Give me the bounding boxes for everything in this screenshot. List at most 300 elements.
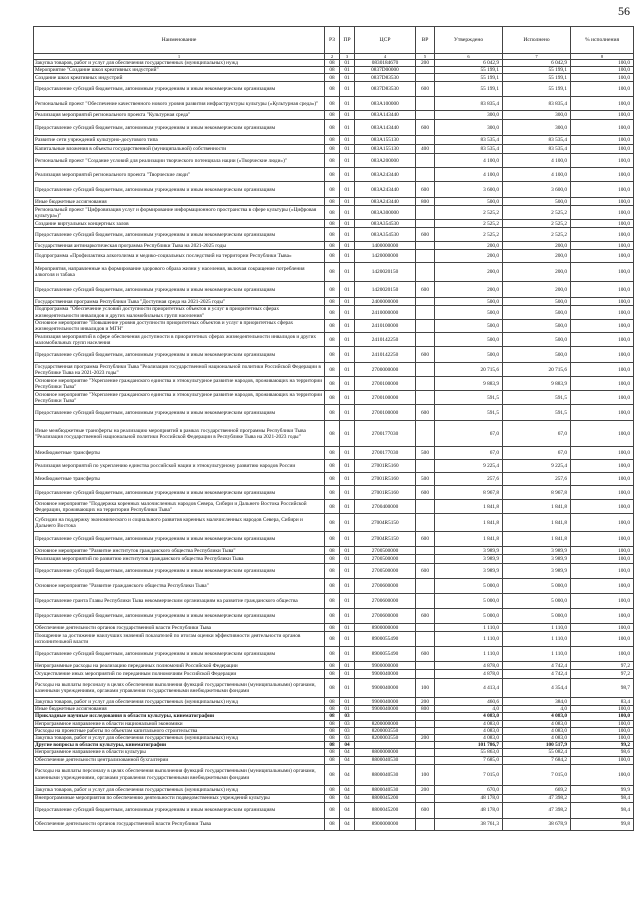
row-name: Межбюджетные трансферты xyxy=(34,473,325,486)
table-row xyxy=(34,698,634,706)
row-pr: 01 xyxy=(340,632,355,647)
row-name: Государственная программа Республики Тыва "Доступная среда на 2021-2025 годы" xyxy=(34,298,325,306)
row-percent: 100,0 xyxy=(571,82,634,97)
row-rz: 08 xyxy=(325,532,340,547)
row-csr: 8800045200 xyxy=(355,794,416,802)
table-row xyxy=(34,60,634,67)
row-percent: 100,0 xyxy=(571,624,634,632)
row-rz: 08 xyxy=(325,298,340,306)
row-vr: 800 xyxy=(416,198,435,206)
row-csr: 1420020150 xyxy=(355,263,416,282)
col-number: 5 xyxy=(416,54,435,60)
row-name: Иные бюджетные ассигнования xyxy=(34,198,325,206)
row-pr: 01 xyxy=(340,182,355,198)
row-name: Обеспечение деятельности органов государственной власти Республики Тыва xyxy=(34,624,325,632)
row-vr: 200 xyxy=(416,785,435,794)
row-executed: 4 100,0 xyxy=(503,154,571,168)
row-percent: 100,0 xyxy=(571,632,634,647)
row-csr: 27001R5160 xyxy=(355,460,416,473)
row-rz: 08 xyxy=(325,306,340,319)
row-pr: 01 xyxy=(340,97,355,111)
row-executed: 3 989,9 xyxy=(503,555,571,564)
row-approved: 83 535,4 xyxy=(435,145,503,154)
row-name: Закупка товаров, работ и услуг для обеспечения государственных (муниципальных) нужд xyxy=(34,785,325,794)
row-percent: 99,2 xyxy=(571,742,634,749)
row-approved: 200,0 xyxy=(435,282,503,298)
row-rz: 08 xyxy=(325,111,340,120)
row-executed: 500,0 xyxy=(503,347,571,363)
row-approved: 500,0 xyxy=(435,298,503,306)
row-csr: 2700177030 xyxy=(355,421,416,447)
table-row xyxy=(34,182,634,198)
row-percent: 97,2 xyxy=(571,662,634,670)
row-executed: 5 000,0 xyxy=(503,579,571,594)
row-rz: 08 xyxy=(325,220,340,228)
row-rz: 08 xyxy=(325,514,340,532)
row-pr: 01 xyxy=(340,647,355,662)
row-name: Предоставление гранта Главы Республики Тыва некоммерческим организациям на развитие гражданского общества xyxy=(34,594,325,609)
row-pr: 01 xyxy=(340,594,355,609)
header-rz: РЗ xyxy=(325,27,340,54)
row-rz: 08 xyxy=(325,579,340,594)
row-rz: 08 xyxy=(325,333,340,347)
row-vr xyxy=(416,242,435,250)
row-csr: 9900040000 xyxy=(355,670,416,679)
row-percent: 100,0 xyxy=(571,756,634,764)
row-csr: 1420020150 xyxy=(355,282,416,298)
row-csr: 27001R5160 xyxy=(355,486,416,500)
row-name: Обеспечение деятельности централизованной бухгалтерии xyxy=(34,756,325,764)
row-rz: 08 xyxy=(325,168,340,182)
table-row xyxy=(34,500,634,514)
row-percent: 98,4 xyxy=(571,794,634,802)
row-vr xyxy=(416,460,435,473)
row-approved: 55 199,1 xyxy=(435,74,503,82)
row-approved: 500,0 xyxy=(435,306,503,319)
row-approved: 4 083,0 xyxy=(435,720,503,727)
row-vr xyxy=(416,421,435,447)
row-csr: 0830184670 xyxy=(355,60,416,67)
row-approved: 6 042,9 xyxy=(435,60,503,67)
row-percent: 100,0 xyxy=(571,447,634,460)
row-name: Реализация мероприятий регионального проекта "Культурная среда" xyxy=(34,111,325,120)
row-rz: 08 xyxy=(325,764,340,785)
header-vr: ВР xyxy=(416,27,435,54)
row-executed: 200,0 xyxy=(503,282,571,298)
row-name: Мероприятие "Создание школ креативных индустрий" xyxy=(34,67,325,74)
row-rz: 08 xyxy=(325,486,340,500)
table-row xyxy=(34,624,634,632)
row-approved: 20 715,6 xyxy=(435,363,503,377)
row-pr: 01 xyxy=(340,609,355,624)
row-csr: 2700600000 xyxy=(355,579,416,594)
row-percent: 99,9 xyxy=(571,785,634,794)
row-percent: 100,0 xyxy=(571,706,634,713)
row-vr xyxy=(416,579,435,594)
row-approved: 4 083,0 xyxy=(435,713,503,720)
row-vr xyxy=(416,391,435,405)
row-approved: 300,0 xyxy=(435,111,503,120)
row-percent: 100,0 xyxy=(571,735,634,742)
row-name: Государственная программа Республики Тыва "Реализация государственной национальной политики Российской Федерации в Республике Тыва на 2021-2023 годы" xyxy=(34,363,325,377)
row-percent: 98,6 xyxy=(571,749,634,756)
row-pr: 01 xyxy=(340,486,355,500)
row-rz: 08 xyxy=(325,698,340,706)
row-approved: 5 000,0 xyxy=(435,579,503,594)
row-executed: 1 841,8 xyxy=(503,514,571,532)
row-executed: 38 678,9 xyxy=(503,818,571,830)
row-rz: 08 xyxy=(325,282,340,298)
row-csr: 2700177030 xyxy=(355,447,416,460)
row-name: Закупка товаров, работ и услуг для обеспечения государственных (муниципальных) нужд xyxy=(34,698,325,706)
row-executed: 4 100,0 xyxy=(503,168,571,182)
row-approved: 3 600,0 xyxy=(435,182,503,198)
table-row xyxy=(34,473,634,486)
row-percent: 100,0 xyxy=(571,555,634,564)
row-executed: 67,0 xyxy=(503,447,571,460)
row-rz: 08 xyxy=(325,742,340,749)
row-vr: 200 xyxy=(416,735,435,742)
row-vr xyxy=(416,333,435,347)
row-percent: 83,4 xyxy=(571,698,634,706)
table-row xyxy=(34,514,634,532)
row-rz: 08 xyxy=(325,67,340,74)
row-name: Иные межбюджетные трансферты на реализацию мероприятий в рамках государственной программы Республики Тыва "Реализация государственной национальной политики Российской Федерации в Республике Тыва на 2021-2023 годы" xyxy=(34,421,325,447)
row-pr: 03 xyxy=(340,727,355,734)
row-executed: 4 083,0 xyxy=(503,727,571,734)
table-row xyxy=(34,250,634,263)
row-vr xyxy=(416,624,435,632)
row-approved: 500,0 xyxy=(435,198,503,206)
row-vr: 200 xyxy=(416,698,435,706)
row-executed: 6 042,9 xyxy=(503,60,571,67)
table-row xyxy=(34,555,634,564)
row-rz: 08 xyxy=(325,647,340,662)
row-pr: 03 xyxy=(340,720,355,727)
row-percent: 100,0 xyxy=(571,60,634,67)
row-percent: 100,0 xyxy=(571,168,634,182)
table-row xyxy=(34,136,634,145)
row-rz: 08 xyxy=(325,405,340,421)
row-rz: 08 xyxy=(325,564,340,579)
row-name: Предоставление субсидий бюджетным, автономным учреждениям и иным некоммерческим организациям xyxy=(34,120,325,136)
row-approved: 4 878,0 xyxy=(435,670,503,679)
row-approved: 55 863,0 xyxy=(435,749,503,756)
row-name: Капитальные вложения в объекты государственной (муниципальной) собственности xyxy=(34,145,325,154)
row-pr: 01 xyxy=(340,298,355,306)
row-rz: 08 xyxy=(325,818,340,830)
row-approved: 4,0 xyxy=(435,706,503,713)
table-row xyxy=(34,228,634,242)
row-approved: 500,0 xyxy=(435,347,503,363)
row-vr xyxy=(416,547,435,555)
row-rz: 08 xyxy=(325,82,340,97)
header-name: Наименование xyxy=(34,27,325,54)
row-name: Межбюджетные трансферты xyxy=(34,447,325,460)
row-percent: 100,0 xyxy=(571,242,634,250)
table-row xyxy=(34,720,634,727)
row-name: Предоставление субсидий бюджетным, автономным учреждениям и иным некоммерческим организациям xyxy=(34,486,325,500)
row-pr: 01 xyxy=(340,82,355,97)
row-executed: 300,0 xyxy=(503,111,571,120)
table-row xyxy=(34,363,634,377)
table-row xyxy=(34,333,634,347)
row-approved: 2 525,2 xyxy=(435,228,503,242)
row-rz: 08 xyxy=(325,154,340,168)
row-vr: 600 xyxy=(416,486,435,500)
row-vr xyxy=(416,250,435,263)
col-number: 7 xyxy=(503,54,571,60)
row-approved: 101 786,7 xyxy=(435,742,503,749)
row-approved: 670,0 xyxy=(435,785,503,794)
row-approved: 1 841,8 xyxy=(435,532,503,547)
row-csr: 9900040000 xyxy=(355,706,416,713)
row-approved: 2 525,2 xyxy=(435,206,503,220)
row-percent: 100,0 xyxy=(571,74,634,82)
row-approved: 8 967,8 xyxy=(435,486,503,500)
row-executed: 200,0 xyxy=(503,242,571,250)
row-name: Подпрограмма «Профилактика алкоголизма и медико-социальных последствий на территории Республики Тыва» xyxy=(34,250,325,263)
row-pr: 01 xyxy=(340,136,355,145)
row-csr: 27001R5160 xyxy=(355,473,416,486)
row-executed: 591,5 xyxy=(503,391,571,405)
table-row xyxy=(34,594,634,609)
row-percent: 99,8 xyxy=(571,818,634,830)
row-percent: 100,0 xyxy=(571,120,634,136)
table-row xyxy=(34,735,634,742)
row-rz: 08 xyxy=(325,735,340,742)
header-row xyxy=(34,27,634,54)
row-executed: 4 354,4 xyxy=(503,679,571,698)
row-percent: 100,0 xyxy=(571,579,634,594)
row-rz: 08 xyxy=(325,713,340,720)
row-rz: 08 xyxy=(325,136,340,145)
table-row xyxy=(34,706,634,713)
row-vr: 600 xyxy=(416,802,435,818)
row-approved: 591,5 xyxy=(435,391,503,405)
row-percent: 100,0 xyxy=(571,319,634,332)
row-pr: 01 xyxy=(340,74,355,82)
row-name: Мероприятия, направленные на формирование здорового образа жизни у населения, включая сокращение потребления алкоголя и табака xyxy=(34,263,325,282)
row-pr: 01 xyxy=(340,670,355,679)
row-percent: 100,0 xyxy=(571,182,634,198)
row-name: Предоставление субсидий бюджетным, автономным учреждениям и иным некоммерческим организациям xyxy=(34,405,325,421)
col-number: 3 xyxy=(340,54,355,60)
table-row xyxy=(34,405,634,421)
row-rz: 08 xyxy=(325,749,340,756)
row-rz: 08 xyxy=(325,182,340,198)
row-approved: 591,5 xyxy=(435,405,503,421)
row-approved: 300,0 xyxy=(435,120,503,136)
row-vr xyxy=(416,111,435,120)
row-approved: 67,0 xyxy=(435,421,503,447)
table-row xyxy=(34,679,634,698)
row-executed: 9 883,9 xyxy=(503,377,571,391)
row-pr: 01 xyxy=(340,198,355,206)
row-rz: 08 xyxy=(325,363,340,377)
row-executed: 500,0 xyxy=(503,319,571,332)
row-executed: 9 225,4 xyxy=(503,460,571,473)
row-percent: 100,0 xyxy=(571,500,634,514)
row-csr: 1420000000 xyxy=(355,250,416,263)
table-row xyxy=(34,154,634,168)
row-vr xyxy=(416,632,435,647)
row-approved: 1 110,0 xyxy=(435,632,503,647)
row-percent: 100,0 xyxy=(571,333,634,347)
table-row xyxy=(34,756,634,764)
row-pr: 01 xyxy=(340,377,355,391)
row-percent: 100,0 xyxy=(571,473,634,486)
row-vr xyxy=(416,742,435,749)
row-name: Реализация мероприятий по развитию институтов гражданского общества Республики Тыва xyxy=(34,555,325,564)
row-vr xyxy=(416,727,435,734)
row-pr: 01 xyxy=(340,206,355,220)
row-executed: 500,0 xyxy=(503,198,571,206)
row-pr: 01 xyxy=(340,154,355,168)
row-vr: 400 xyxy=(416,145,435,154)
row-rz: 08 xyxy=(325,609,340,624)
row-pr: 01 xyxy=(340,532,355,547)
row-rz: 08 xyxy=(325,228,340,242)
row-executed: 4 742,4 xyxy=(503,662,571,670)
row-csr: 8900055490 xyxy=(355,632,416,647)
table-row xyxy=(34,347,634,363)
row-percent: 98,7 xyxy=(571,679,634,698)
table-row xyxy=(34,609,634,624)
row-vr xyxy=(416,363,435,377)
row-name: Реализация мероприятий регионального проекта "Творческие люди" xyxy=(34,168,325,182)
row-name: Создание школ креативных индустрий xyxy=(34,74,325,82)
table-row xyxy=(34,632,634,647)
table-row xyxy=(34,377,634,391)
row-percent: 98,4 xyxy=(571,802,634,818)
row-rz: 08 xyxy=(325,555,340,564)
row-pr: 01 xyxy=(340,405,355,421)
row-percent: 100,0 xyxy=(571,713,634,720)
row-executed: 1 110,0 xyxy=(503,624,571,632)
row-rz: 08 xyxy=(325,706,340,713)
table-row xyxy=(34,486,634,500)
table-row xyxy=(34,319,634,332)
row-csr: 2410142250 xyxy=(355,333,416,347)
header-csr: ЦСР xyxy=(355,27,416,54)
row-rz: 08 xyxy=(325,727,340,734)
row-pr: 01 xyxy=(340,624,355,632)
row-percent: 100,0 xyxy=(571,405,634,421)
row-name: Основное мероприятие "Поддержка коренных малочисленных народов Севера, Сибири и Дальнего Востока Российской Федерации, проживающих на территории Республики Тыва" xyxy=(34,500,325,514)
row-csr: 2700100000 xyxy=(355,377,416,391)
row-approved: 1 841,8 xyxy=(435,500,503,514)
row-name: Предоставление субсидий бюджетным, автономным учреждениям и иным некоммерческим организациям xyxy=(34,802,325,818)
row-rz: 08 xyxy=(325,198,340,206)
row-pr: 01 xyxy=(340,263,355,282)
row-executed: 55 199,1 xyxy=(503,74,571,82)
row-pr: 01 xyxy=(340,363,355,377)
row-vr xyxy=(416,74,435,82)
table-row xyxy=(34,547,634,555)
row-approved: 83 535,4 xyxy=(435,136,503,145)
row-percent: 100,0 xyxy=(571,514,634,532)
row-executed: 4 083,0 xyxy=(503,713,571,720)
row-percent: 100,0 xyxy=(571,306,634,319)
header-approved: Утверждено xyxy=(435,27,503,54)
row-approved: 1 110,0 xyxy=(435,624,503,632)
row-percent: 100,0 xyxy=(571,250,634,263)
row-approved: 500,0 xyxy=(435,333,503,347)
row-executed: 100 517,9 xyxy=(503,742,571,749)
row-executed: 4 083,0 xyxy=(503,720,571,727)
row-csr: 2410000000 xyxy=(355,306,416,319)
row-name: Расходы на выплаты персоналу в целях обеспечения выполнения функций государственными (муниципальными) органами, казенными учреждениями, органами управления государственными внебюджетными фондами xyxy=(34,764,325,785)
col-number: 2 xyxy=(325,54,340,60)
row-executed: 8 967,8 xyxy=(503,486,571,500)
row-name: Реализация мероприятий в сфере обеспечения доступности в приоритетных сферах жизнедеятельности инвалидов и других маломобильных групп населения xyxy=(34,333,325,347)
row-pr: 01 xyxy=(340,347,355,363)
row-csr: 8900055490 xyxy=(355,647,416,662)
row-rz: 08 xyxy=(325,263,340,282)
row-approved: 3 989,9 xyxy=(435,555,503,564)
row-csr: 083A354530 xyxy=(355,220,416,228)
row-approved: 55 199,1 xyxy=(435,67,503,74)
table-row xyxy=(34,713,634,720)
row-percent: 100,0 xyxy=(571,460,634,473)
row-approved: 1 841,8 xyxy=(435,514,503,532)
row-name: Поощрение за достижение наилучших значений показателей по итогам оценки эффективности деятельности органов исполнительной власти xyxy=(34,632,325,647)
row-vr: 600 xyxy=(416,347,435,363)
row-pr: 01 xyxy=(340,60,355,67)
row-approved: 38 761,3 xyxy=(435,818,503,830)
row-vr xyxy=(416,555,435,564)
row-percent: 100,0 xyxy=(571,347,634,363)
row-percent: 100,0 xyxy=(571,198,634,206)
row-name: Предоставление субсидий бюджетным, автономным учреждениям и иным некоммерческим организациям xyxy=(34,228,325,242)
row-name: Внепрограммные мероприятия по обеспечению деятельности подведомственных учреждений культуры xyxy=(34,794,325,802)
row-approved: 83 835,4 xyxy=(435,97,503,111)
row-csr: 083A354530 xyxy=(355,228,416,242)
row-vr: 600 xyxy=(416,564,435,579)
row-percent: 100,0 xyxy=(571,421,634,447)
row-rz: 08 xyxy=(325,802,340,818)
row-vr xyxy=(416,136,435,145)
row-rz: 08 xyxy=(325,377,340,391)
row-csr: 2700000000 xyxy=(355,363,416,377)
row-rz: 08 xyxy=(325,347,340,363)
row-approved: 48 178,0 xyxy=(435,794,503,802)
row-percent: 100,0 xyxy=(571,609,634,624)
table-row xyxy=(34,306,634,319)
row-vr xyxy=(416,97,435,111)
table-row xyxy=(34,647,634,662)
row-vr: 100 xyxy=(416,679,435,698)
row-csr: 8800040530 xyxy=(355,764,416,785)
row-percent: 100,0 xyxy=(571,727,634,734)
row-vr: 500 xyxy=(416,447,435,460)
row-executed: 591,5 xyxy=(503,405,571,421)
row-rz: 08 xyxy=(325,500,340,514)
row-pr: 01 xyxy=(340,679,355,698)
table-row xyxy=(34,242,634,250)
row-csr: 8200003550 xyxy=(355,735,416,742)
row-approved: 5 000,0 xyxy=(435,594,503,609)
row-csr: 083A243440 xyxy=(355,198,416,206)
row-vr xyxy=(416,594,435,609)
row-csr: 083A155130 xyxy=(355,145,416,154)
row-executed: 4,0 xyxy=(503,706,571,713)
row-csr: 083A143440 xyxy=(355,120,416,136)
table-row xyxy=(34,749,634,756)
row-name: Непрограммные расходы на реализацию переданных полномочий Российской Федерации xyxy=(34,662,325,670)
table-row xyxy=(34,145,634,154)
